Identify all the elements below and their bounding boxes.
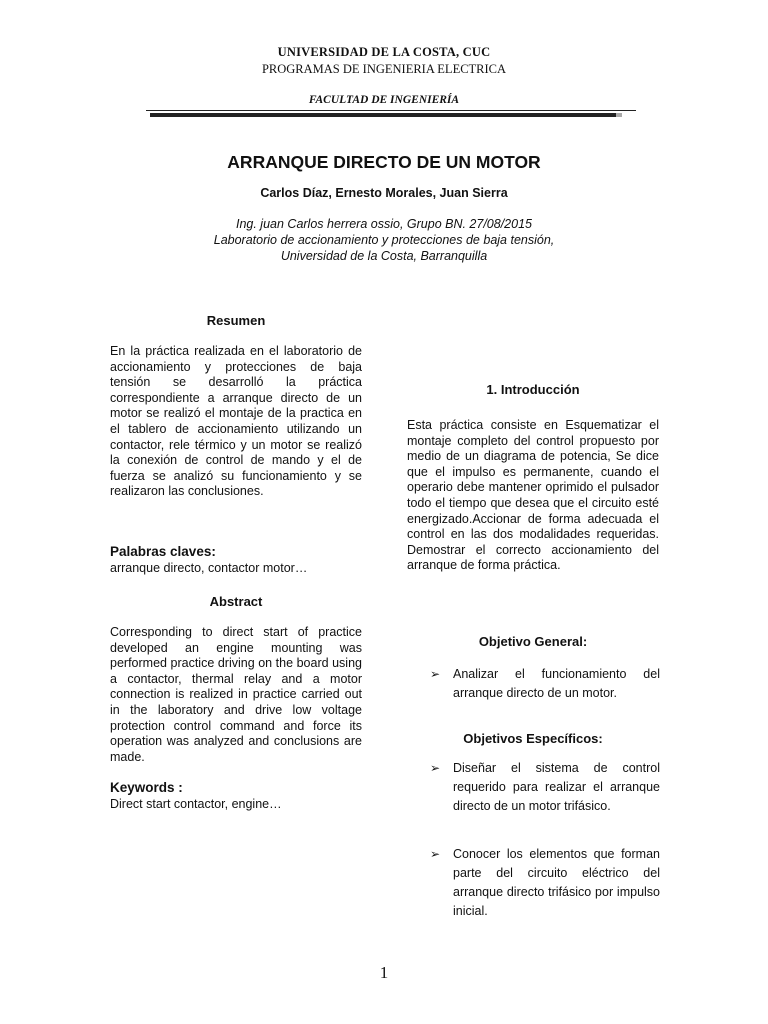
objetivo-especifico-item bbox=[430, 845, 660, 921]
page-number: 1 bbox=[379, 963, 389, 982]
objetivo-especifico-item bbox=[430, 759, 660, 816]
paper-title: ARRANQUE DIRECTO DE UN MOTOR bbox=[227, 152, 541, 172]
faculty-name: FACULTAD DE INGENIERÍA bbox=[308, 94, 460, 106]
arrow-bullet-icon: ➢ bbox=[430, 847, 441, 861]
objetivos-especificos-heading: Objetivos Específicos: bbox=[463, 731, 603, 746]
header-rule-thin bbox=[146, 110, 636, 111]
objetivo-especifico-text: Conocer los elementos que forman parte del circuito eléctrico del arranque directo trifásico por impulso inicial. bbox=[453, 847, 660, 918]
paper-affiliation bbox=[0, 216, 768, 264]
affiliation-line: Universidad de la Costa, Barranquilla bbox=[280, 249, 488, 263]
abstract-text: Corresponding to direct start of practice developed an engine mounting was performed practice driving on the board using a contactor, thermal relay and a motor connection is realized in practice carried out in the laboratory and drive low voltage protection control command and force its operation was analyzed and conclusions are made. bbox=[110, 625, 362, 764]
university-name: UNIVERSIDAD DE LA COSTA, CUC bbox=[277, 45, 491, 59]
objetivo-general-item bbox=[430, 665, 660, 703]
introduccion-text: Esta práctica consiste en Esquematizar el montaje completo del control propuesto por medio de un diagrama de potencia, Se dice que el impulso es permanente, cuando el operario debe mantener oprimido el pulsador todo el tiempo que desea que el circuito esté energizado.Accionar de forma adecuada el control en las dos modalidades requeridas. Demostrar el correcto accionamiento del arranque de forma práctica. bbox=[407, 418, 659, 573]
objetivo-especifico-text: Diseñar el sistema de control requerido para realizar el arranque directo de un motor trifásico. bbox=[453, 761, 660, 813]
objetivo-general-text: Analizar el funcionamiento del arranque directo de un motor. bbox=[453, 667, 660, 700]
arrow-bullet-icon: ➢ bbox=[430, 667, 441, 681]
paper-authors: Carlos Díaz, Ernesto Morales, Juan Sierra bbox=[260, 186, 508, 200]
program-name: PROGRAMAS DE INGENIERIA ELECTRICA bbox=[261, 62, 507, 76]
arrow-bullet-icon: ➢ bbox=[430, 761, 441, 775]
resumen-text: En la práctica realizada en el laboratorio de accionamiento y protecciones de baja tensión se desarrolló la práctica correspondiente a arranque directo de un motor se realizó el montaje de la practica en el tablero de accionamiento utilizando un contactor, rele térmico y un motor se realizó la conexión de control de mando y el de fuerza se analizó su funcionamiento y se realizaron las conclusiones. bbox=[110, 344, 362, 499]
objetivo-general-heading: Objetivo General: bbox=[478, 634, 588, 649]
keywords-text: Direct start contactor, engine… bbox=[110, 797, 282, 811]
keywords-heading: Keywords : bbox=[110, 780, 183, 795]
resumen-heading: Resumen bbox=[206, 313, 266, 328]
palabras-claves-heading: Palabras claves: bbox=[110, 544, 216, 559]
affiliation-line: Laboratorio de accionamiento y protecciones de baja tensión, bbox=[213, 233, 555, 247]
introduccion-heading: 1. Introducción bbox=[486, 382, 580, 397]
header-rule-shadow bbox=[616, 113, 622, 117]
header-rule-thick bbox=[150, 113, 616, 117]
abstract-heading: Abstract bbox=[209, 594, 263, 609]
palabras-claves-text: arranque directo, contactor motor… bbox=[110, 561, 308, 575]
affiliation-line: Ing. juan Carlos herrera ossio, Grupo BN. 27/08/2015 bbox=[235, 217, 532, 231]
